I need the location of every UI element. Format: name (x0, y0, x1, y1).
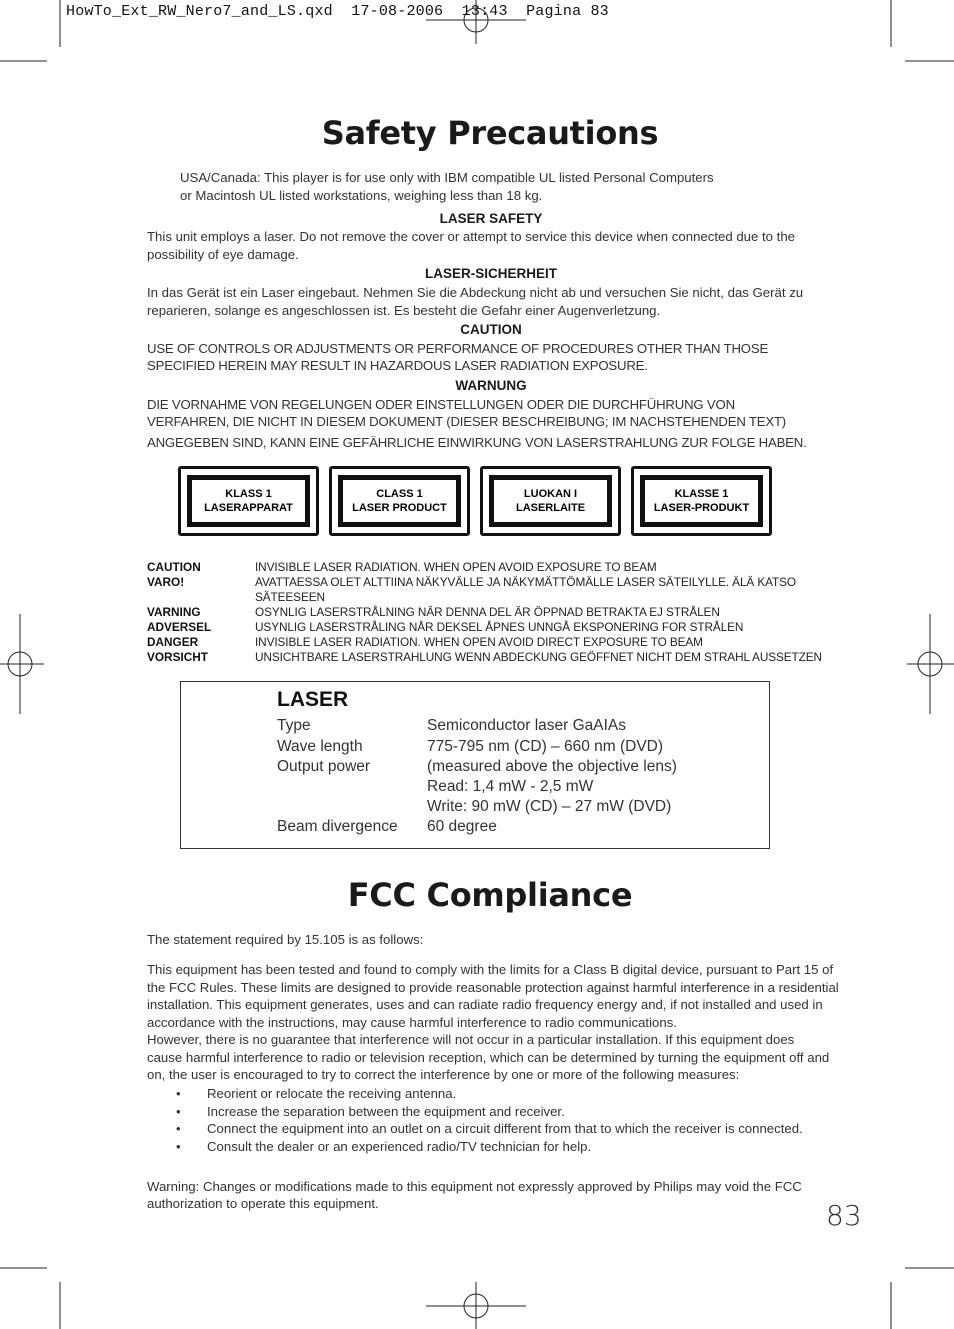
laser-sicherheit-line-2: reparieren, solange es angeschlossen ist. Es besteht die Gefahr einer Augenverletzung. (147, 303, 661, 318)
warning-text: UNSICHTBARE LASERSTRAHLUNG WENN ABDECKUNG GEÖFFNET NICHT DEM STRAHL AUSSETZEN (255, 650, 822, 664)
warning-term: DANGER (147, 635, 199, 649)
warning-row (147, 560, 847, 575)
spec-divergence-label: Beam divergence (277, 818, 398, 835)
warning-text: INVISIBLE LASER RADIATION. WHEN OPEN AVOID EXPOSURE TO BEAM (255, 560, 657, 574)
warning-term: VARO! (147, 575, 185, 589)
fcc-warning-line-1: Warning: Changes or modifications made to this equipment not expressly approved by Philips may void the FCC (147, 1179, 802, 1194)
warning-row (147, 650, 847, 665)
fcc-para-line: However, there is no guarantee that interference will not occur in a particular installation. If this equipment does (147, 1032, 795, 1047)
class-label (329, 466, 470, 536)
warning-text: AVATTAESSA OLET ALTTIINA NÄKYVÄLLE JA NÄKYMÄTTÖMÄLLE LASER SÄTEILYLLE. ÄLÄ KATSO SÄTEESEEN (255, 575, 796, 604)
fcc-measures-list (176, 1085, 803, 1155)
spec-wavelength-value: 775-795 nm (CD) – 660 nm (DVD) (427, 738, 664, 755)
laser-safety-line-2: possibility of eye damage. (147, 247, 299, 262)
spec-output-value-1: (measured above the objective lens) (427, 758, 677, 775)
warning-term: VORSICHT (147, 650, 208, 664)
class-label-line2: LASERAPPARAT (204, 502, 293, 514)
fcc-para-line: accordance with the instructions, may cause harmful interference to radio communications. (147, 1014, 677, 1030)
laser-spec-title: LASER (277, 688, 349, 711)
fcc-para-line: the FCC Rules. These limits are designed to provide reasonable protection against harmful interference in a residential (147, 979, 839, 995)
class-label-line2: LASERLAITE (515, 502, 586, 514)
warning-text: USYNLIG LASERSTRÅLING NÅR DEKSEL ÅPNES UNNGÅ EKSPONERING FOR STRÅLEN (255, 620, 744, 634)
fcc-para-line: cause harmful interference to radio or television reception, which can be determined by turning the equipment off and (147, 1049, 830, 1065)
laser-spec-box (180, 681, 770, 849)
class-label (178, 466, 319, 536)
fcc-para-line: This equipment has been tested and found to comply with the limits for a Class B digital device, pursuant to Part 15 of (147, 962, 834, 977)
fcc-statement: The statement required by 15.105 is as follows: (147, 932, 424, 947)
warning-term: CAUTION (147, 560, 201, 574)
warnung-line-3: ANGEGEBEN SIND, KANN EINE GEFÄHRLICHE EINWIRKUNG VON LASERSTRAHLUNG ZUR FOLGE HABEN. (147, 435, 807, 450)
warning-term: ADVERSEL (147, 620, 212, 634)
warnung-heading: WARNUNG (455, 378, 527, 393)
spec-output-label: Output power (277, 758, 371, 775)
warning-row (147, 575, 847, 605)
class-label-line1: LUOKAN I (523, 488, 578, 500)
class-label-line1: CLASS 1 (376, 488, 423, 500)
fcc-para-line: installation. This equipment generates, uses and can radiate radio frequency energy and, if not installed and used in (147, 997, 823, 1012)
laser-class-labels (178, 466, 772, 536)
list-item-text: Increase the separation between the equipment and receiver. (207, 1103, 565, 1119)
warning-text: OSYNLIG LASERSTRÅLNING NÄR DENNA DEL ÄR ÖPPNAD BETRAKTA EJ STRÅLEN (255, 605, 720, 619)
intro-line-1: USA/Canada: This player is for use only with IBM compatible UL listed Personal Computers (180, 170, 714, 185)
fcc-para-line: on, the user is encouraged to try to correct the interference by one or more of the following measures: (147, 1067, 740, 1082)
warning-row (147, 620, 847, 635)
fcc-warning-line-2: authorization to operate this equipment. (147, 1196, 379, 1211)
print-slug: HowTo_Ext_RW_Nero7_and_LS.qxd 17-08-2006 13:43 Pagina 83 (66, 3, 609, 20)
spec-type-value: Semiconductor laser GaAIAs (427, 717, 627, 734)
list-item-text: Consult the dealer or an experienced radio/TV technician for help. (207, 1138, 592, 1154)
list-item-text: Reorient or relocate the receiving antenna. (207, 1086, 457, 1101)
warnung-line-2: VERFAHREN, DIE NICHT IN DIESEM DOKUMENT (DIESER BESCHREIBUNG; IM NACHSTEHENDEN TEXT) (147, 414, 786, 429)
list-item: • Reorient or relocate the receiving antenna. (176, 1086, 457, 1101)
caution-heading: CAUTION (460, 322, 522, 337)
spec-divergence-value: 60 degree (427, 818, 497, 835)
laser-sicherheit-line-1: In das Gerät ist ein Laser eingebaut. Nehmen Sie die Abdeckung nicht ab und versuchen Sie nicht, das Gerät zu (147, 285, 804, 300)
list-item: • Connect the equipment into an outlet on a circuit different from that to which the receiver is connected. (176, 1121, 803, 1137)
spec-output-value-3: Write: 90 mW (CD) – 27 mW (DVD) (427, 798, 672, 815)
warning-row (147, 635, 847, 650)
class-label-line1: KLASS 1 (225, 488, 272, 500)
spec-output-value-2: Read: 1,4 mW - 2,5 mW (427, 778, 594, 795)
page-number: 83 (826, 1199, 862, 1232)
spec-type-label: Type (277, 717, 311, 734)
list-item-text: Connect the equipment into an outlet on a circuit different from that to which the receiver is connected. (207, 1121, 803, 1137)
warning-row (147, 605, 847, 620)
class-label (631, 466, 772, 536)
class-label (480, 466, 621, 536)
intro-line-2: or Macintosh UL listed workstations, weighing less than 18 kg. (180, 188, 543, 203)
list-item: • Increase the separation between the equipment and receiver. (176, 1103, 565, 1119)
laser-safety-line-1: This unit employs a laser. Do not remove the cover or attempt to service this device when connected due to the (147, 229, 795, 244)
laser-safety-heading: LASER SAFETY (439, 211, 543, 226)
warnung-line-1: DIE VORNAHME VON REGELUNGEN ODER EINSTELLUNGEN ODER DIE DURCHFÜHRUNG VON (147, 397, 735, 412)
class-label-line1: KLASSE 1 (674, 488, 729, 500)
fcc-title: FCC Compliance (347, 876, 633, 914)
warning-text: INVISIBLE LASER RADIATION. WHEN OPEN AVOID DIRECT EXPOSURE TO BEAM (255, 635, 703, 649)
caution-line-1: USE OF CONTROLS OR ADJUSTMENTS OR PERFORMANCE OF PROCEDURES OTHER THAN THOSE (147, 341, 769, 356)
warning-table (147, 560, 847, 665)
warning-term: VARNING (147, 605, 201, 619)
list-item: • Consult the dealer or an experienced radio/TV technician for help. (176, 1138, 592, 1154)
laser-sicherheit-heading: LASER-SICHERHEIT (424, 266, 557, 281)
spec-wavelength-label: Wave length (277, 738, 363, 755)
class-label-line2: LASER-PRODUKT (653, 502, 750, 514)
safety-title: Safety Precautions (321, 114, 659, 152)
class-label-line2: LASER PRODUCT (352, 502, 447, 514)
caution-line-2: SPECIFIED HEREIN MAY RESULT IN HAZARDOUS LASER RADIATION EXPOSURE. (147, 358, 648, 373)
